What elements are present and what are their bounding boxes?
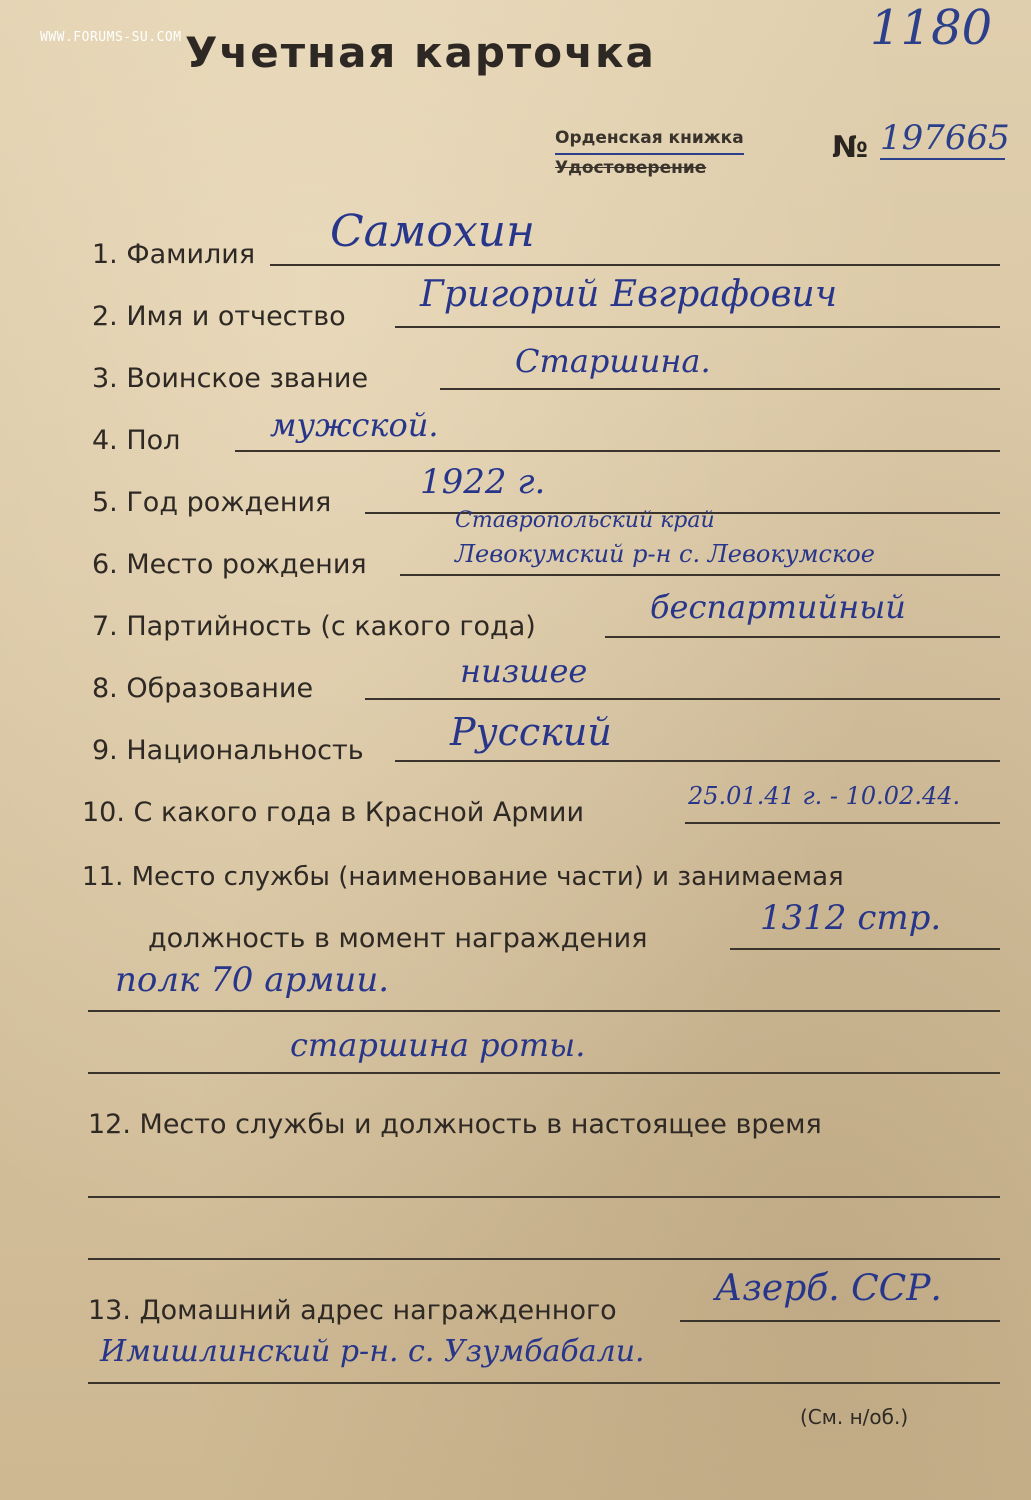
field-label: 6. Место рождения xyxy=(92,549,367,580)
field-line xyxy=(88,1010,1000,1012)
field-line xyxy=(365,698,1000,700)
field-service-at-award xyxy=(0,832,1031,892)
field-label: 5. Год рождения xyxy=(92,487,332,518)
field-sex xyxy=(0,396,1031,456)
document-number: 197665 xyxy=(880,118,1010,158)
field-current-service-line1 xyxy=(0,1142,1031,1202)
field-value: мужской. xyxy=(270,406,439,444)
field-army-since xyxy=(0,768,1031,828)
corner-archive-mark: 1180 xyxy=(870,0,993,56)
field-label: 12. Место службы и должность в настоящее время xyxy=(88,1109,822,1140)
field-education xyxy=(0,644,1031,704)
certificate-label-struck: Удостоверение xyxy=(555,158,707,178)
field-line xyxy=(730,948,1000,950)
field-value-line2: полк 70 армии. xyxy=(115,960,390,1000)
field-line xyxy=(680,1320,1000,1322)
field-home-address-line2 xyxy=(0,1328,1031,1388)
field-service-at-award-line3 xyxy=(0,1018,1031,1078)
field-line xyxy=(88,1382,1000,1384)
field-label: 11. Место службы (наименование части) и занимаемая xyxy=(82,862,844,892)
field-value: Самохин xyxy=(330,206,536,257)
field-name-patronymic xyxy=(0,272,1031,332)
field-label: 1. Фамилия xyxy=(92,239,256,270)
field-label: 13. Домашний адрес награжденного xyxy=(88,1295,617,1326)
field-current-service-line2 xyxy=(0,1204,1031,1264)
field-value: Левокумский р-н с. Левокумское xyxy=(455,540,875,568)
field-line xyxy=(235,450,1000,452)
field-line xyxy=(88,1072,1000,1074)
field-service-at-award-line2 xyxy=(0,956,1031,1016)
field-nationality xyxy=(0,706,1031,766)
field-value: беспартийный xyxy=(650,588,906,626)
field-value: низшее xyxy=(460,652,588,690)
field-label: 3. Воинское звание xyxy=(92,363,369,394)
field-line xyxy=(395,760,1000,762)
field-service-at-award-cont xyxy=(0,894,1031,954)
field-military-rank xyxy=(0,334,1031,394)
field-label: 4. Пол xyxy=(92,425,181,456)
field-home-address xyxy=(0,1266,1031,1326)
field-label-2: должность в момент награждения xyxy=(148,923,648,954)
field-value: Старшина. xyxy=(515,342,711,380)
field-line xyxy=(400,574,1000,576)
field-line xyxy=(605,636,1000,638)
field-value: 25.01.41 г. - 10.02.44. xyxy=(688,782,961,810)
document-type xyxy=(555,125,744,181)
field-surname xyxy=(0,206,1031,270)
field-value-line1: Ставропольский край xyxy=(455,508,715,533)
field-label: 2. Имя и отчество xyxy=(92,301,346,332)
field-line xyxy=(88,1258,1000,1260)
field-label: 9. Национальность xyxy=(92,735,364,766)
field-birthplace xyxy=(0,508,1031,580)
field-value: 1922 г. xyxy=(420,462,546,502)
field-label: 8. Образование xyxy=(92,673,314,704)
field-label: 10. С какого года в Красной Армии xyxy=(82,797,584,828)
field-line xyxy=(685,822,1000,824)
watermark: WWW.FORUMS-SU.COM xyxy=(40,30,182,45)
see-reverse-note: (См. н/об.) xyxy=(800,1405,909,1429)
field-party xyxy=(0,582,1031,642)
field-value: Григорий Евграфович xyxy=(420,274,838,315)
field-line xyxy=(88,1196,1000,1198)
number-sign: № xyxy=(832,130,869,165)
field-line xyxy=(395,326,1000,328)
field-value-line3: старшина роты. xyxy=(290,1026,586,1064)
field-line xyxy=(270,264,1000,266)
field-value: 1312 стр. xyxy=(760,898,942,938)
field-value: Русский xyxy=(450,710,612,754)
field-label: 7. Партийность (с какого года) xyxy=(92,611,536,642)
order-book-label: Орденская книжка xyxy=(555,125,744,155)
field-value-line2: Имишлинский р-н. с. Узумбабали. xyxy=(100,1334,645,1369)
field-current-service xyxy=(0,1080,1031,1140)
field-line xyxy=(440,388,1000,390)
field-value: Азерб. ССР. xyxy=(715,1268,942,1309)
card-title: Учетная карточка xyxy=(185,28,656,77)
